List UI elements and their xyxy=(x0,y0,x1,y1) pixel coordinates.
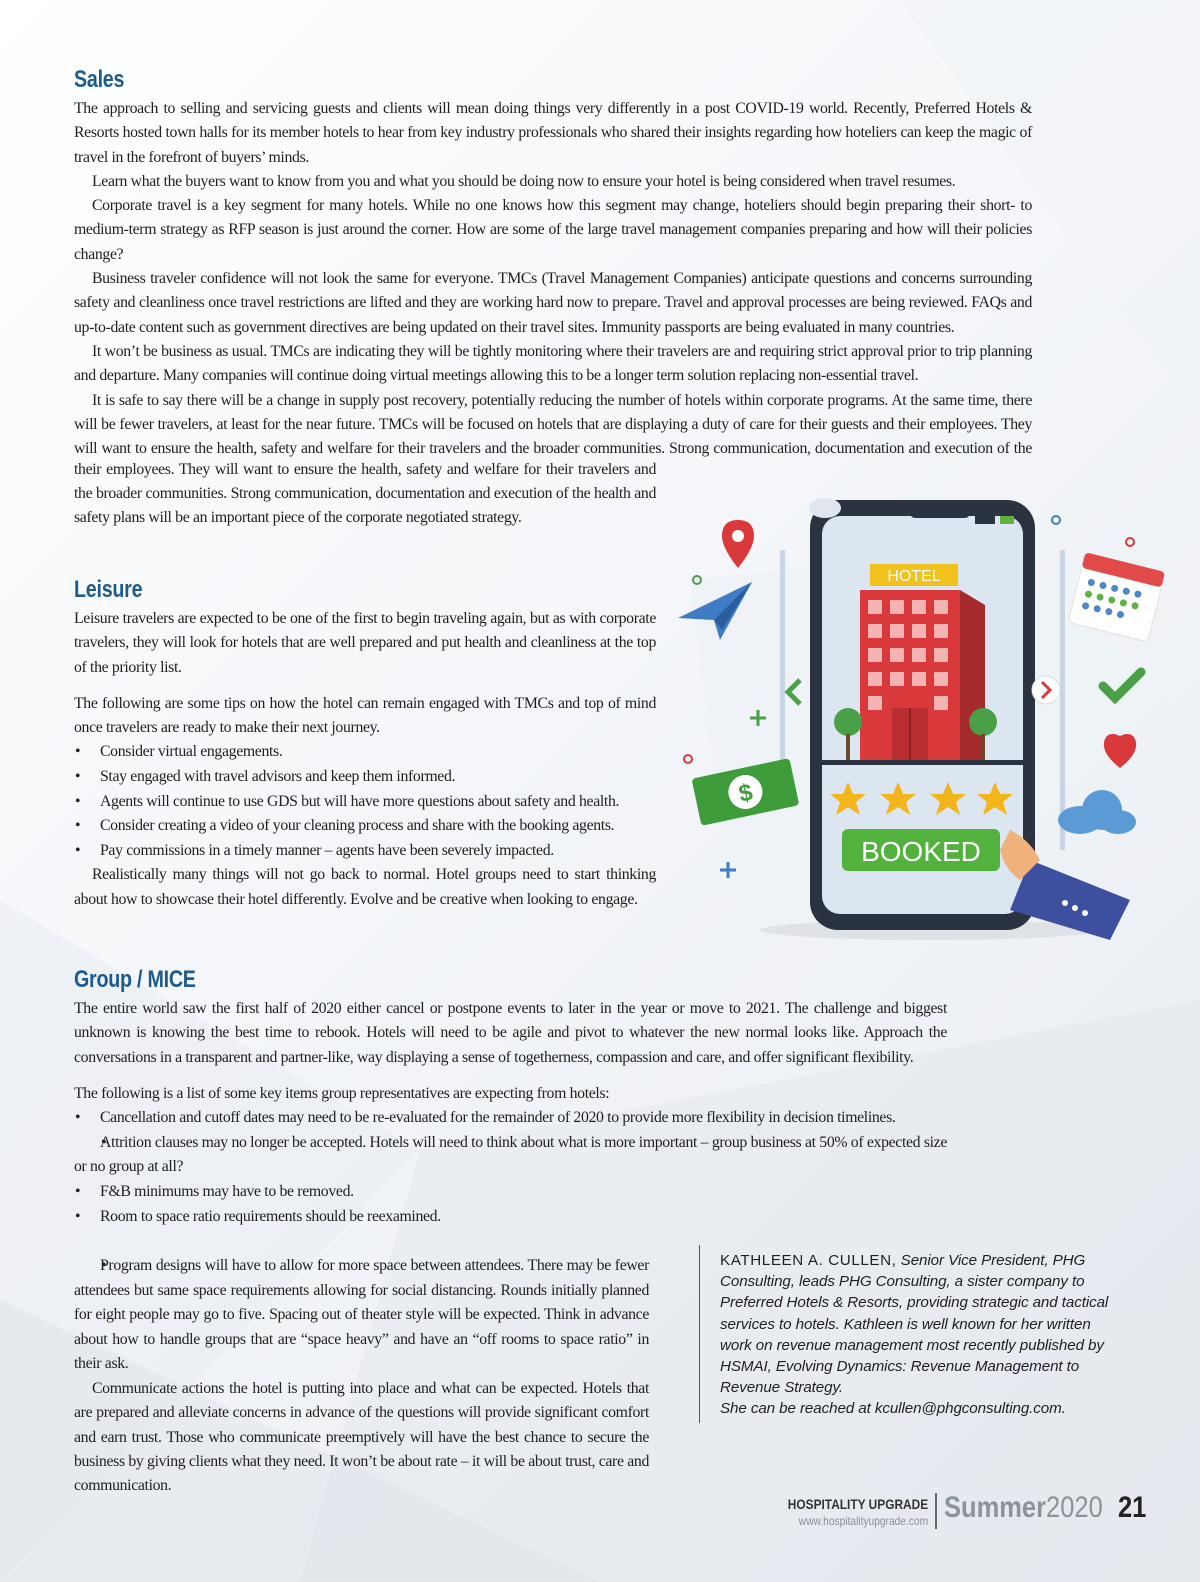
author-name: KATHLEEN A. CULLEN, xyxy=(720,1252,897,1269)
sales-paragraph-6: It is safe to say there will be a change in supply post recovery, potentially reducing the number of hotels within corporate programs. At the same time, there will be fewer travelers, at least for the near future. TMCs will be focused on hotels that are displaying a duty of care for their guests and their employees. They will want to ensure the health, safety and welfare for their travelers and the broader communities. Strong communication, documentation and execution of the xyxy=(74,391,1032,458)
sales-paragraph-6-continued: their employees. They will want to ensure the health, safety and welfare for their travelers and the broader communities. Strong communication, documentation and execution of the health and safety plans will be an important piece of the corporate negotiated strategy. xyxy=(74,460,656,527)
group-expectations-list xyxy=(74,1106,947,1229)
list-item: • Room to space ratio requirements should be reexamined. xyxy=(74,1205,947,1230)
sales-body-wide xyxy=(74,97,1032,461)
sales-body-narrow xyxy=(74,457,656,530)
footer-separator xyxy=(935,1493,937,1529)
leisure-paragraph-1: Leisure travelers are expected to be one of the first to begin traveling again, but as with corporate travelers, they will look for hotels that are well prepared and put health and cleanliness at the top of the priority list. xyxy=(74,610,656,676)
footer-season xyxy=(944,1491,1103,1525)
map-pin-icon xyxy=(722,497,754,568)
list-item: • Consider creating a video of your cleaning process and share with the booking agents. xyxy=(74,814,656,839)
season-word: Summer xyxy=(944,1491,1047,1524)
group-paragraph-3: Communicate actions the hotel is putting into place and what can be expected. Hotels that are prepared and alleviate concerns in advance of the questions will provide significant comfort and earn trust. Those who communicate preemptively will have the best chance to secure the business by giving clients what they need. It won’t be about rate – it will be about trust, care and communication. xyxy=(74,1379,649,1495)
group-paragraph-2: The following is a list of some key items group representatives are expecting from hotels: xyxy=(74,1084,610,1102)
group-heading: Group / MICE xyxy=(74,966,196,993)
sales-section xyxy=(74,66,135,94)
sales-paragraph-4: Business traveler confidence will not look the same for everyone. TMCs (Travel Management Companies) anticipate questions and concerns surrounding safety and cleanliness once travel restrictions are lifted and they are working hard now to prepare. Travel and approval processes are being reviewed. FAQs and up-to-date content such as government directives are being updated on their travel sites. Immunity passports are being evaluated in many countries. xyxy=(74,270,1032,336)
group-paragraph-1: The entire world saw the first half of 2020 either cancel or postpone events to later in the year or move to 2021. The challenge and biggest unknown is knowing the best time to rebook. Hotels will need to be agile and pivot to whatever the new normal looks like. Approach the conversations in a transparent and partner-like, way displaying a sense of togetherness, compassion and care, and offer significant flexibility. xyxy=(74,1000,947,1066)
list-item: • F&B minimums may have to be removed. xyxy=(74,1180,947,1205)
svg-text:$: $ xyxy=(736,778,756,809)
list-item: • Cancellation and cutoff dates may need to be re-evaluated for the remainder of 2020 to provide more flexibility in decision timelines. xyxy=(74,1106,947,1131)
sales-paragraph-2: Learn what the buyers want to know from you and what you should be doing now to ensure your hotel is being considered when travel resumes. xyxy=(92,172,956,190)
list-item: • Stay engaged with travel advisors and keep them informed. xyxy=(74,765,656,790)
leisure-heading: Leisure xyxy=(74,576,143,603)
list-item: • Program designs will have to allow for more space between attendees. There may be fewer attendees but same space requirements allowing for social distancing. Rounds initially planned for eight people may go to five. Spacing out of theater style will be expected. Think in advance about how to handle groups that are “space heavy” and have an “off rooms to space ratio” in their ask. xyxy=(74,1254,649,1377)
season-year: 2020 xyxy=(1046,1491,1103,1524)
group-body-narrow xyxy=(74,1254,649,1498)
leisure-paragraph-2: The following are some tips on how the hotel can remain engaged with TMCs and top of mind once travelers are ready to make their next journey. xyxy=(74,694,656,737)
leisure-section xyxy=(74,576,157,604)
footer-brand: HOSPITALITY UPGRADE xyxy=(787,1496,928,1512)
page-number: 21 xyxy=(1118,1491,1147,1524)
hotel-booking-illustration xyxy=(670,490,1190,950)
footer-url[interactable]: www.hospitalityupgrade.com xyxy=(798,1514,928,1528)
list-item: • Attrition clauses may no longer be accepted. Hotels will need to think about what is more important – group business at 50% of expected size or no group at all? xyxy=(74,1131,947,1180)
sales-paragraph-1: The approach to selling and servicing guests and clients will mean doing things very differently in a post COVID-19 world. Recently, Preferred Hotels & Resorts hosted town halls for its member hotels to hear from key industry professionals who shared their insights regarding how hoteliers can keep the magic of travel in the forefront of buyers’ minds. xyxy=(74,100,1032,166)
group-body-wide xyxy=(74,997,947,1229)
hotel-sign: HOTEL xyxy=(887,568,941,585)
group-section xyxy=(74,966,222,994)
sales-heading: Sales xyxy=(74,66,125,93)
leisure-paragraph-3: Realistically many things will not go back to normal. Hotel groups need to start thinking about how to showcase their hotel differently. Evolve and be creative when looking to engage. xyxy=(74,866,656,908)
bio-divider xyxy=(699,1245,700,1423)
author-bio xyxy=(720,1250,1115,1420)
sales-paragraph-3: Corporate travel is a key segment for many hotels. While no one knows how this segment may change, hoteliers should begin preparing their short- to medium-term strategy as RFP season is just around the corner. How are some of the large travel management companies preparing and how will their policies change? xyxy=(74,197,1032,263)
group-expectations-list-continued xyxy=(74,1254,649,1377)
author-description: Senior Vice President, PHG Consulting, leads PHG Consulting, a sister company to Preferred Hotels & Resorts, providing strategic and tactical services to hotels. Kathleen is well known for her written work on revenue management most recently published by HSMAI, Evolving Dynamics: Revenue Management to Revenue Strategy. xyxy=(720,1252,1109,1397)
calendar-icon xyxy=(1068,552,1165,642)
list-item: • Consider virtual engagements. xyxy=(74,740,656,765)
list-item: • Pay commissions in a timely manner – agents have been severely impacted. xyxy=(74,839,656,864)
booked-label: BOOKED xyxy=(861,836,981,867)
author-contact: She can be reached at kcullen@phgconsulting.com. xyxy=(720,1400,1066,1418)
list-item: • Agents will continue to use GDS but will have more questions about safety and health. xyxy=(74,790,656,815)
sales-paragraph-5: It won’t be business as usual. TMCs are indicating they will be tightly monitoring where their travelers are and requiring strict approval prior to trip planning and departure. Many companies will continue doing virtual meetings allowing this to be a longer term solution replacing non-essential travel. xyxy=(74,342,1032,385)
leisure-body xyxy=(74,607,656,912)
leisure-tips-list xyxy=(74,740,656,863)
